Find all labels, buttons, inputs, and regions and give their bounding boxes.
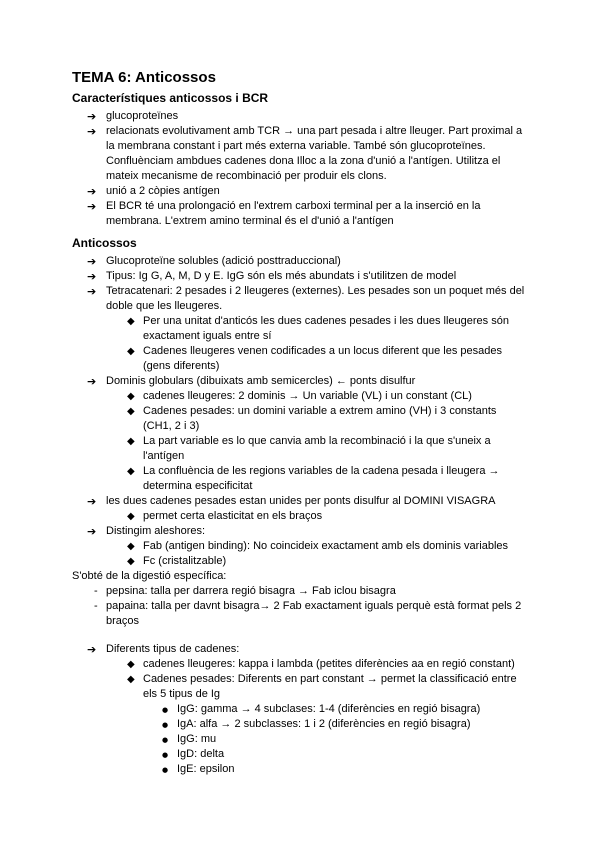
list-item: [72, 284, 528, 314]
circle-bullet-icon: ●: [162, 736, 169, 744]
section-heading-anticossos: Anticossos: [72, 236, 137, 250]
list-item-text: unió a 2 còpies antígen: [106, 185, 220, 197]
list-item: [72, 524, 528, 539]
arrow-bullet-icon: ➔: [87, 110, 97, 123]
arrow-bullet-icon: ➔: [87, 200, 97, 213]
dash-bullet: -: [94, 600, 98, 612]
list-item-text: cadenes lleugeres: kappa i lambda (petites diferències aa en regió constant): [143, 658, 515, 670]
list-item-text: Tetracatenari: 2 pesades i 2 lleugeres (externes). Les pesades son un poquet més del doble que les lleugeres.: [106, 285, 525, 312]
list-item: [72, 109, 528, 124]
list-item: [72, 314, 528, 344]
arrow-bullet-icon: ➔: [87, 525, 97, 538]
list-item-text: Distingim aleshores:: [106, 525, 206, 537]
arrow-bullet-icon: ➔: [87, 270, 97, 283]
list-item: [72, 717, 528, 732]
list-item: [72, 642, 528, 657]
diamond-bullet-icon: ◆: [127, 346, 135, 357]
arrow-bullet-icon: ➔: [87, 125, 97, 138]
list-item: [72, 184, 528, 199]
circle-bullet-icon: ●: [162, 766, 169, 774]
list-item-text: Per una unitat d'anticós les dues cadenes pesades i les dues lleugeres són exactament iguals entre sí: [143, 315, 509, 342]
list-item: [72, 389, 528, 404]
list-item-text: glucoproteïnes: [106, 110, 179, 122]
circle-bullet-icon: ●: [162, 721, 169, 729]
list-item-text: papaina: talla per davnt bisagra→ 2 Fab exactament iguals perquè està format pels 2 braços: [106, 600, 522, 627]
arrow-bullet-icon: ➔: [87, 255, 97, 268]
list-item: [72, 584, 528, 599]
list-item: [72, 599, 528, 629]
list-item-text: les dues cadenes pesades estan unides per ponts disulfur al DOMINI VISAGRA: [106, 495, 496, 507]
list-item-text: IgG: gamma → 4 subclases: 1-4 (diferències en regió bisagra): [177, 703, 481, 715]
circle-bullet-icon: ●: [162, 706, 169, 714]
list-item: [72, 254, 528, 269]
list-item-text: Cadenes pesades: Diferents en part constant → permet la classificació entre els 5 tipus de Ig: [143, 673, 517, 700]
diamond-bullet-icon: ◆: [127, 511, 135, 522]
list-item-text: IgE: epsilon: [177, 763, 235, 775]
list-item: [72, 374, 528, 389]
digestio-intro: S'obté de la digestió específica:: [72, 570, 227, 582]
list-item-text: Fab (antigen binding): No coincideix exactament amb els dominis variables: [143, 540, 509, 552]
list-item-text: Glucoproteïne solubles (adició posttraduccional): [106, 255, 341, 267]
arrow-bullet-icon: ➔: [87, 185, 97, 198]
diamond-bullet-icon: ◆: [127, 674, 135, 685]
list-item: [72, 124, 528, 184]
diamond-bullet-icon: ◆: [127, 316, 135, 327]
list-item: [72, 344, 528, 374]
list-item-text: IgG: mu: [177, 733, 217, 745]
list-item-text: La confluència de les regions variables de la cadena pesada i lleugera → determina especificitat: [143, 465, 500, 492]
diamond-bullet-icon: ◆: [127, 436, 135, 447]
doc-title: TEMA 6: Anticossos: [72, 69, 216, 86]
list-item: [72, 494, 528, 509]
section-heading-caracteristiques: Característiques anticossos i BCR: [72, 91, 269, 105]
list-item: [72, 657, 528, 672]
list-item: [72, 199, 528, 229]
list-item-text: permet certa elasticitat en els braços: [143, 510, 323, 522]
list-item-text: IgD: delta: [177, 748, 225, 760]
list-item-text: Dominis globulars (dibuixats amb semicercles) ← ponts disulfur: [106, 375, 416, 387]
list-item: [72, 464, 528, 494]
list-item-text: Cadenes lleugeres venen codificades a un locus diferent que les pesades (gens diferents): [143, 345, 502, 372]
list-item-text: Diferents tipus de cadenes:: [106, 643, 240, 655]
list-item-text: cadenes lleugeres: 2 dominis → Un variable (VL) i un constant (CL): [143, 390, 472, 402]
arrow-bullet-icon: ➔: [87, 643, 97, 656]
list-item: [72, 732, 528, 747]
diamond-bullet-icon: ◆: [127, 391, 135, 402]
dash-bullet: -: [94, 585, 98, 597]
list-item: [72, 509, 528, 524]
list-item: [72, 672, 528, 702]
diamond-bullet-icon: ◆: [127, 556, 135, 567]
arrow-bullet-icon: ➔: [87, 285, 97, 298]
list-item-text: IgA: alfa → 2 subclasses: 1 i 2 (diferències en regió bisagra): [177, 718, 471, 730]
arrow-bullet-icon: ➔: [87, 375, 97, 388]
list-item: [72, 747, 528, 762]
arrow-bullet-icon: ➔: [87, 495, 97, 508]
list-item: [72, 269, 528, 284]
list-item: [72, 702, 528, 717]
list-item-text: Fc (cristalitzable): [143, 555, 227, 567]
diamond-bullet-icon: ◆: [127, 466, 135, 477]
list-item-text: El BCR té una prolongació en l'extrem carboxi terminal per a la inserció en la membrana. L'extrem amino terminal és el d'unió a l'antígen: [106, 200, 481, 227]
list-item-text: pepsina: talla per darrera regió bisagra → Fab iclou bisagra: [106, 585, 396, 597]
diamond-bullet-icon: ◆: [127, 541, 135, 552]
diamond-bullet-icon: ◆: [127, 406, 135, 417]
list-item: [72, 434, 528, 464]
list-item-text: La part variable es lo que canvia amb la recombinació i la que s'uneix a l'antígen: [143, 435, 491, 462]
list-item: [72, 762, 528, 777]
circle-bullet-icon: ●: [162, 751, 169, 759]
list-item-text: Tipus: Ig G, A, M, D y E. IgG són els més abundats i s'utilitzen de model: [106, 270, 457, 282]
list-item-text: Cadenes pesades: un domini variable a extrem amino (VH) i 3 constants (CH1, 2 i 3): [143, 405, 497, 432]
diamond-bullet-icon: ◆: [127, 659, 135, 670]
list-item: [72, 554, 528, 569]
list-item: [72, 539, 528, 554]
list-item-text: relacionats evolutivament amb TCR → una part pesada i altre lleuger. Part proximal a la membrana constant i part més externa variable. També són glucoproteïnes. Confluènciam ambdues cadenes dona Illoc a la zona d'unió a l'antígen. Utilitza el mateix mecanisme de recombinació per produir els clons.: [106, 125, 523, 182]
list-item: [72, 404, 528, 434]
